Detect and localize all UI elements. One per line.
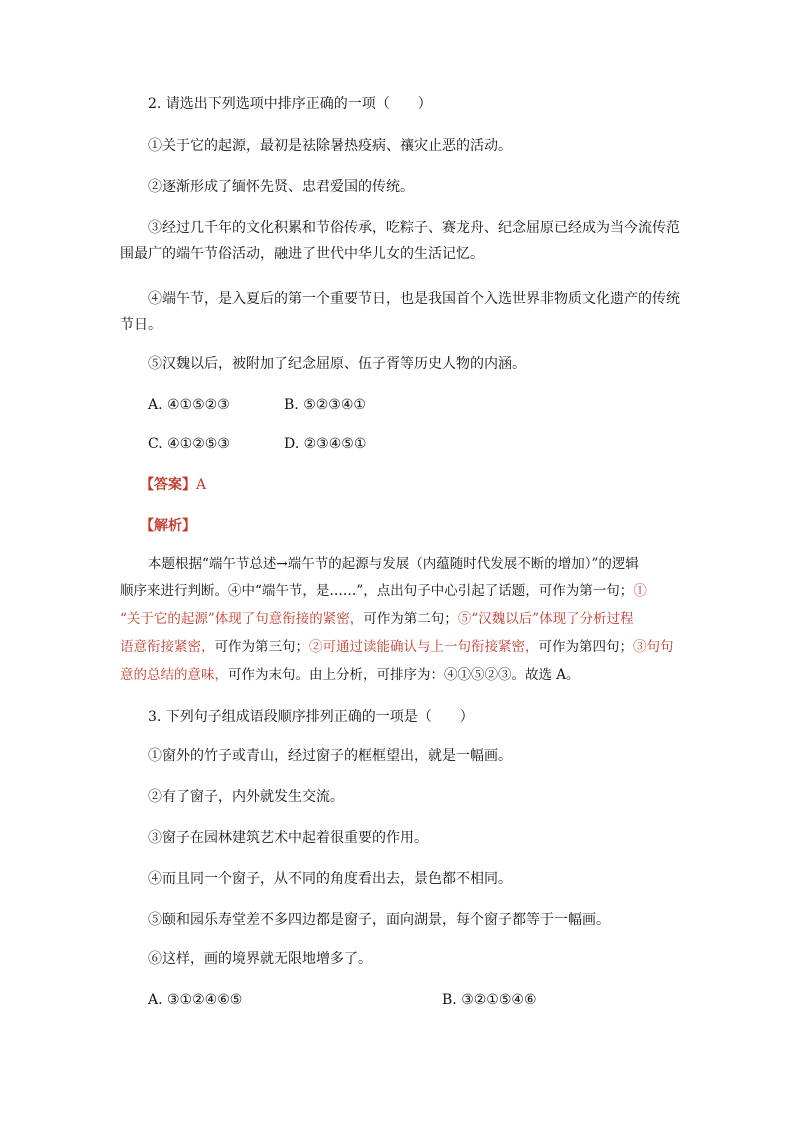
question-3-stem: 3. 下列句子组成语段顺序排列正确的一项是（ ） xyxy=(148,709,474,725)
q3-sentence-1: ①窗外的竹子或青山，经过窗子的框框望出，就是一幅画。 xyxy=(148,748,512,764)
q2-sentence-3-line-2: 围最广的端午节俗活动，融进了世代中华儿女的生活记忆。 xyxy=(120,246,484,262)
q2-sentence-4-line-1: ④端午节，是入夏后的第一个重要节日，也是我国首个入选世界非物质文化遗产的传统 xyxy=(148,291,680,307)
q3-option-b: B. ③②①⑤④⑥ xyxy=(442,992,537,1008)
q2-sentence-5: ⑤汉魏以后，被附加了纪念屈原、伍子胥等历史人物的内涵。 xyxy=(148,356,526,372)
analysis-line-4: 语意衔接紧密，可作为第三句；②可通过读能确认与上一句衔接紧密，可作为第四句；③句句 xyxy=(120,639,674,655)
q2-option-c: C. ④①②⑤③ xyxy=(148,436,230,452)
q2-sentence-3-line-1: ③经过几千年的文化积累和节俗传承，吃粽子、赛龙舟、纪念屈原已经成为当今流传范 xyxy=(148,220,680,236)
analysis-line-1: 本题根据“端午节总述→端午节的起源与发展（内蕴随时代发展不断的增加）”的逻辑 xyxy=(148,556,639,572)
q3-sentence-2: ②有了窗子，内外就发生交流。 xyxy=(148,789,344,805)
q2-sentence-2: ②逐渐形成了缅怀先贤、忠君爱国的传统。 xyxy=(148,179,414,195)
analysis-label: 【解析】 xyxy=(140,518,196,534)
q3-sentence-3: ③窗子在园林建筑艺术中起着很重要的作用。 xyxy=(148,830,428,846)
question-2-stem: 2. 请选出下列选项中排序正确的一项（ ） xyxy=(148,96,432,112)
answer-value: A xyxy=(196,477,207,493)
analysis-line-3: “关于它的起源”体现了句意衔接的紧密，可作为第二句；⑤“汉魏以后”体现了分析过程 xyxy=(120,611,634,627)
analysis-line-5: 意的总结的意味，可作为末句。由上分析，可排序为：④①⑤②③。故选 A。 xyxy=(120,667,580,683)
q3-sentence-6: ⑥这样，画的境界就无限地增多了。 xyxy=(148,951,372,967)
q2-sentence-4-line-2: 节日。 xyxy=(120,317,162,333)
q3-sentence-4: ④而且同一个窗子，从不同的角度看出去，景色都不相同。 xyxy=(148,871,512,887)
q2-option-d: D. ②③④⑤① xyxy=(284,436,367,452)
q2-option-b: B. ⑤②③④① xyxy=(284,397,366,413)
answer-label: 【答案】 xyxy=(140,477,196,493)
q3-option-a: A. ③①②④⑥⑤ xyxy=(148,992,243,1008)
q2-sentence-1: ①关于它的起源，最初是祛除暑热疫病、禳灾止恶的活动。 xyxy=(148,138,512,154)
analysis-line-2: 顺序来进行判断。④中“端午节，是……”，点出句子中心引起了话题，可作为第一句；① xyxy=(120,583,647,599)
q3-sentence-5: ⑤颐和园乐寿堂差不多四边都是窗子，面向湖景，每个窗子都等于一幅画。 xyxy=(148,912,610,928)
q2-option-a: A. ④①⑤②③ xyxy=(148,397,230,413)
answer-line xyxy=(140,475,206,495)
